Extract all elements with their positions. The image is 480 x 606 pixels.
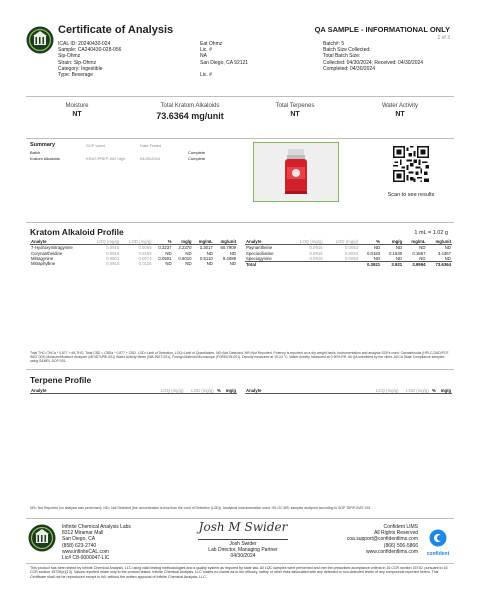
confident-line: All Rights Reserved [374,530,418,537]
table-header-row [30,388,237,394]
cell-lod: 0.0065 [138,245,152,251]
cell-lod: 0.0053 [344,250,359,256]
cell-mg-unit: ND [444,245,451,251]
col-mg-g: mg/g [381,239,403,245]
footer-divider [26,518,454,519]
cell-percent: 0.0501 [158,255,172,261]
cell-percent: 0.3237 [158,245,172,251]
cell-mg-g: 0.1830 [388,250,403,256]
analysis-notes: Total THC=THCa * 0.877 + d9-THC; Total CBD = CBDa * 0.877 + CBD. LOD=Limit of Detection, LOQ=Limit of Quantitation, ND=Not Detected, NR=Not Reported. Potency is reported on a dry weight basis. Instrumentation and analysis SOPs used: Cannabinoids (HPLC-DAD/POT-INST-003) Moisture/Moisture Analyzer (MOISTURE-001) Water Activity Meter (WA-INST-001), Foreign Material Microscope (FOREIGN-001). Density measured at 19-24 °C. Water Activity measured at 0-90% RH. All QA submitted by the client. All CA State Compliance sampled using SAMPL-SOP-001. [30,351,450,364]
cell-analyte: Mitragynine [31,255,54,261]
kratom-table-right [245,239,452,267]
lab-address [62,524,182,561]
cell-mg-unit: ND [229,261,236,267]
cell-mg-ml: 3.3017 [199,245,213,251]
client-info-line: Lic. # [200,72,212,78]
metrics-divider [26,138,454,139]
summary-section [30,142,240,161]
summary-row-status: Complete [188,155,206,161]
col-lod: LOD (mg/g) [400,388,430,394]
lab-address-line: www.infiniteCAL.com [62,548,109,555]
cell-mg-ml: 0.1867 [412,250,426,256]
signature-line [198,539,288,540]
terpene-profile-title: Terpene Profile [30,375,92,385]
cell-mg-ml: ND [206,250,213,256]
cell-loq [288,262,324,268]
col-percent: % [359,239,381,245]
sample-info-line: Category: Ingestible [58,65,103,72]
table-row [30,261,237,266]
cell-loq: 0.0915 [106,261,120,267]
col-mg-ml: mg/mL [193,239,214,245]
cell-mg-g: ND [185,250,192,256]
col-percent: % [215,388,222,394]
cell-mg-unit: 60.7909 [220,245,236,251]
kratom-table [30,239,237,266]
summary-divider [26,222,454,223]
summary-row-sop: KRAT-PREP-002 high [86,155,126,161]
summary-header-sop: SOP Used [86,143,105,148]
summary-row [30,156,240,162]
client-info-line: NA [200,53,207,60]
cell-mg-ml: ND [419,245,426,251]
sample-info [58,41,198,78]
cell-analyte: Paynantheine [246,245,273,251]
qr-caption: Scan to see results [387,192,435,198]
col-lod: LOD (mg/g) [324,239,360,245]
signatory-role: Lab Director, Managing Partner [208,547,278,554]
col-loq: LOQ (mg/g) [288,239,324,245]
summary-row-name: Kratom Alkaloids [30,155,60,161]
unit-conversion-note: 1 mL = 1.02 g [414,230,448,236]
cell-mg-unit: 73.6364 [435,262,451,268]
cell-mg-ml: ND [419,255,426,261]
lab-address-line: (858) 623-2740 [62,542,97,549]
footer-note: NR= Not Reported (no analysis was performed), ND= Not Detected (the concentration is less than the Limit of Detection (LOD)). Analytical instrumentation used: HS-GC-MS; samples analyzed according to SOP TERP-INST-001. [30,506,372,510]
metric-total-terpenes [245,103,345,118]
cell-loq: 0.0915 [309,250,323,256]
col-loq: LOQ (mg/g) [369,388,399,394]
disclaimer-divider [26,563,454,564]
cell-mg-ml: 0.5110 [199,255,213,261]
summary-row-date: 04/30/2024 [140,155,161,161]
confident-logo-icon [429,529,447,547]
confident-logo-text: confident [426,551,450,557]
cell-loq: 0.0915 [309,255,323,261]
metric-value: NT [72,111,82,118]
col-analyte: Analyte [30,239,88,245]
col-mg-unit: mg/unit [426,239,452,245]
batch-info [323,41,458,72]
cell-percent: ND [165,261,172,267]
col-lod: LOD (mg/g) [185,388,215,394]
signature-date: 04/30/2024 [230,553,256,560]
metric-label: Water Activity [381,103,419,109]
cell-mg-g: ND [185,261,192,267]
sample-info-line: Sample: CA240430-028-056 [58,47,122,54]
metric-moisture [32,103,122,118]
cell-analyte: Mitraphylline [31,261,56,267]
cell-lod: 0.0116 [138,261,152,267]
signature-image: Josh M Swider [198,520,288,534]
cell-mg-ml: ND [206,261,213,267]
cell-mg-unit: 9.4088 [222,255,236,261]
lab-logo [26,26,54,54]
cell-analyte: Speciogynine [246,255,272,261]
table-row-total [245,262,452,268]
kratom-table [245,239,452,267]
sample-info-line: Strain: Sip-Ohmz [58,59,97,66]
sample-info-line: Type: Beverage [58,72,94,79]
cell-mg-g: ND [395,245,403,251]
batch-info-line: Collected: 04/30/2024; Received: 04/30/2024 [323,59,424,66]
sample-info-line: ICAL ID: 20240430-024 [58,41,111,47]
signatory-name: Josh Swider [229,541,257,547]
cell-loq: 0.0915 [309,245,323,251]
legal-disclaimer: This product has been tested by Infinite Chemical Analysis, LLC using valid testing methodologies and a quality system as required by state law. All LQC samples were performed and met the prescribed acceptance criteria in 16 CCR section 15730, pursuant to 16 CCR section 15726(e)(13). Values reported relate only to the product tested. Infinite Chemical Analysis, LLC makes no claims as to the efficacy, safety or other risks associated with any detected or non-detected levels of any compounds reported herein. This Certificate shall not be reproduced except in full, without the written approval of Infinite Chemical Analysis, LLC. [30,566,448,579]
client-info-line: Lic. # [200,47,212,54]
cell-loq: 0.0801 [106,255,120,261]
summary-row-status: Complete [188,150,206,155]
kratom-table-left [30,239,237,266]
cell-lod: 0.0155 [138,250,152,256]
cell-loq: 0.0915 [106,245,120,251]
signatory [188,541,298,560]
metric-total-kratom-alkaloids [135,103,245,121]
client-info [200,41,310,78]
metric-value: NT [290,111,300,118]
col-mg-unit: mg/unit [214,239,237,245]
col-mg-ml: mg/mL [403,239,426,245]
batch-info-line: Batch Size Collected: [323,47,371,54]
cell-mg-ml: 3.9994 [412,262,426,268]
cell-mg-g: 3.921 [391,262,403,268]
client-info-line: Eat Ohmz [200,41,223,47]
client-info-line: San Diego, CA 92121 [200,59,249,66]
lab-address-line: 8312 Miramar Mall [62,530,104,537]
cell-percent: ND [165,250,172,256]
cell-analyte: Speciociliatine [246,250,274,256]
confident-line: coa.support@confidentlims.com [346,536,418,543]
col-analyte: Analyte [245,239,288,245]
cell-percent: 0.0183 [366,250,381,256]
document-title: Certificate of Analysis [58,24,174,36]
metric-label: Total Terpenes [275,103,315,109]
col-loq: LOQ (mg/g) [154,388,184,394]
batch-info-line: Batch#: 5 [323,41,345,47]
summary-title: Summary [30,142,56,148]
confident-line: (866) 506-5866 [383,542,418,549]
metric-label: Moisture [65,103,89,109]
cell-analyte: Corynantheidine [31,250,63,256]
metric-water-activity [350,103,450,118]
col-percent: % [153,239,173,245]
col-mg-g: mg/g [173,239,193,245]
sample-info-line: Sip-Ohmz [58,53,81,60]
terpene-table-left [30,388,237,394]
cell-analyte: 7-Hydroxymitragynine [31,245,73,251]
page-number: 1 of 3 [437,35,450,41]
terpene-table-right [245,388,452,394]
col-loq: LOQ (mg/g) [88,239,121,245]
summary-header-date: Date Tested [140,143,162,148]
cell-lod [324,262,360,268]
metric-label: Total Kratom Alkaloids [160,103,220,109]
batch-info-line: Completed: 04/30/2024 [323,65,375,72]
cell-mg-g: 3.2370 [178,245,192,251]
cell-mg-unit: ND [229,250,236,256]
cell-mg-g: 0.5010 [178,255,192,261]
metric-value: NT [395,111,405,118]
product-photo [253,142,339,202]
lab-address-line: San Diego, CA [62,536,96,543]
col-mg-g: mg/g [437,388,452,394]
header-divider [26,96,454,97]
qr-code[interactable] [393,146,429,182]
cell-mg-unit: ND [444,255,451,261]
coa-page [20,8,460,598]
cell-mg-g: ND [395,255,403,261]
lab-footer-logo [28,524,56,552]
notes-divider [26,369,454,370]
lab-address-line: Infinite Chemical Analysis Labs [62,524,131,530]
kratom-profile-title: Kratom Alkaloid Profile [30,227,124,237]
cell-lod: 0.0053 [344,245,359,251]
confident-lims-info [338,524,418,555]
lab-address-line: Lic# C8-0000047-LIC [62,555,110,562]
qa-sample-badge: QA SAMPLE - INFORMATIONAL ONLY [314,25,450,34]
col-percent: % [430,388,437,394]
confident-line: Confident LIMS [383,524,418,530]
cell-percent: 0.3921 [366,262,381,268]
metric-value: 73.6364 mg/unit [156,111,224,121]
col-lod: LOD (mg/g) [120,239,152,245]
cell-lod: 0.0053 [344,255,359,261]
terpene-table [30,388,237,394]
col-analyte: Analyte [30,388,154,394]
table-header-row [245,388,452,394]
cell-percent: ND [373,245,381,251]
terpene-table [245,388,452,394]
summary-row-name: Batch [30,150,41,155]
cell-percent: ND [373,255,381,261]
cell-analyte: Total [246,262,256,268]
cell-loq: 0.0915 [106,250,120,256]
col-analyte: Analyte [245,388,369,394]
col-mg-g: mg/g [222,388,237,394]
confident-line: www.confidentlims.com [366,548,418,555]
confident-logo [422,529,454,557]
cell-mg-unit: 3.4367 [437,250,451,256]
cell-lod: 0.0074 [138,255,152,261]
batch-info-line: Total Batch Size: [323,53,361,60]
